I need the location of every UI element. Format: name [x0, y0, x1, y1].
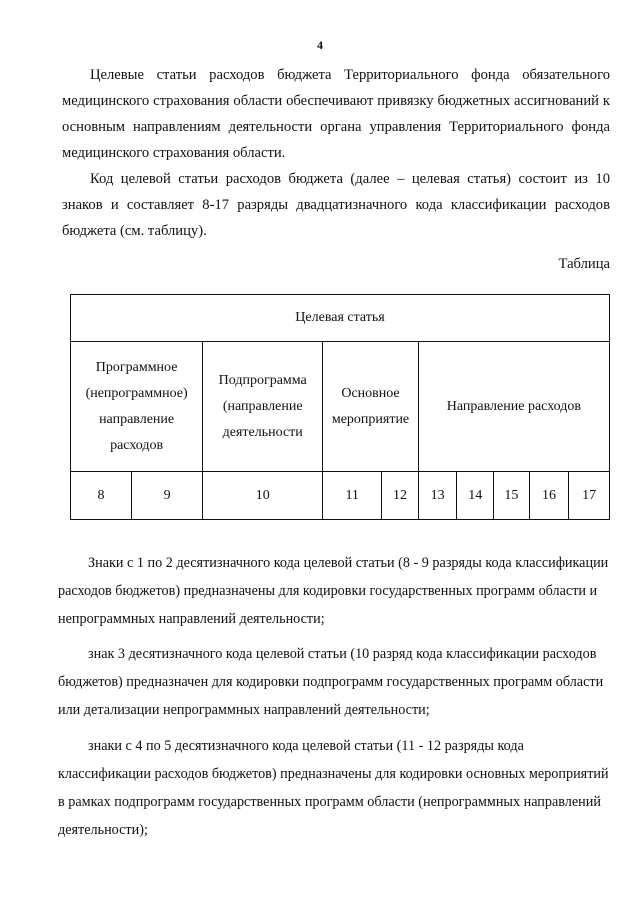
digit-cell: 12: [382, 472, 419, 520]
code-structure-paragraph: Код целевой статьи расходов бюджета (далее – целевая статья) состоит из 10 знаков и составляет 8-17 разряды двадцатизначного кода классификации расходов бюджета (см. таблицу).: [62, 171, 610, 239]
group-subprogram: Подпрограмма (направление деятельности: [203, 342, 323, 472]
digit-cell: 17: [569, 472, 610, 520]
group-program-direction: Программное (непрограммное) направление расходов: [71, 342, 203, 472]
group-expense-direction: Направление расходов: [418, 342, 609, 472]
digit-cell: 10: [203, 472, 323, 520]
digit-cell: 8: [71, 472, 132, 520]
table-header-target-article: Целевая статья: [71, 295, 610, 342]
target-article-table: [70, 294, 610, 520]
digit-cell: 13: [418, 472, 457, 520]
digit-3-paragraph: знак 3 десятизначного кода целевой статьи (10 разряд кода классификации расходов бюджетов) предназначен для кодировки подпрограмм государственных программ области или детализации непрограммных направлений деятельности;: [58, 646, 604, 718]
digit-cell: 11: [323, 472, 382, 520]
table-caption: Таблица: [558, 256, 610, 272]
digit-cell: 14: [457, 472, 494, 520]
group-main-activity: Основное мероприятие: [323, 342, 419, 472]
digit-cell: 15: [494, 472, 530, 520]
page-number: 4: [317, 38, 323, 52]
digit-cell: 16: [529, 472, 569, 520]
digits-1-2-paragraph: Знаки с 1 по 2 десятизначного кода целевой статьи (8 - 9 разряды кода классификации расходов бюджетов) предназначены для кодировки государственных программ области и непрограммных направлений деятельности;: [58, 555, 609, 627]
digits-4-5-paragraph: знаки с 4 по 5 десятизначного кода целевой статьи (11 - 12 разряды кода классификации расходов бюджетов) предназначены для кодировки основных мероприятий в рамках подпрограмм государственных программ области (непрограммных направлений деятельности);: [58, 738, 609, 838]
digit-cell: 9: [132, 472, 203, 520]
intro-paragraph: Целевые статьи расходов бюджета Территориального фонда обязательного медицинского страхования области обеспечивают привязку бюджетных ассигнований к основным направлениям деятельности органа управления Территориального фонда медицинского страхования области.: [62, 67, 610, 161]
